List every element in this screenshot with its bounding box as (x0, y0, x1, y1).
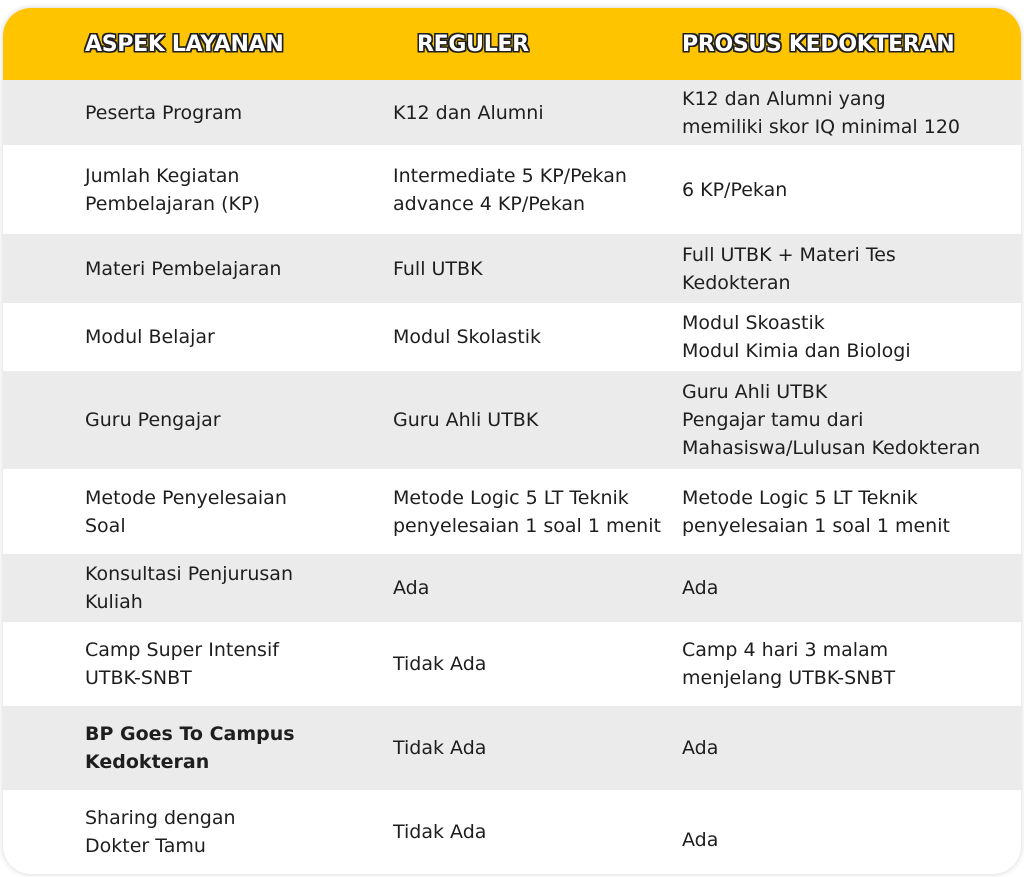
comparison-table (3, 8, 1021, 874)
row-aspek: Sharing dengan Dokter Tamu (85, 807, 236, 857)
row-prosus: Full UTBK + Materi Tes Kedokteran (682, 243, 896, 294)
table-row (3, 790, 1021, 874)
row-reguler: Tidak Ada (393, 821, 487, 843)
table-row (3, 80, 1021, 145)
row-aspek: Jumlah Kegiatan Pembelajaran (KP) (85, 164, 260, 215)
row-aspek: Peserta Program (85, 101, 243, 124)
row-prosus: Ada (682, 577, 719, 599)
header-aspek-layanan: ASPEK LAYANAN (85, 31, 284, 57)
row-reguler: Modul Skolastik (393, 326, 542, 348)
row-reguler: Metode Logic 5 LT Teknik penyelesaian 1 soal 1 menit (393, 486, 661, 537)
table-row (3, 706, 1021, 790)
row-aspek: Konsultasi Penjurusan Kuliah (85, 563, 293, 613)
table-row (3, 469, 1021, 554)
row-prosus: Camp 4 hari 3 malam menjelang UTBK-SNBT (682, 639, 896, 689)
table-row (3, 234, 1021, 303)
row-reguler: Ada (393, 577, 430, 599)
table-row (3, 371, 1021, 469)
row-reguler: Tidak Ada (393, 737, 487, 759)
row-aspek: Modul Belajar (85, 326, 215, 348)
row-prosus: Ada (682, 737, 719, 759)
table-header (3, 8, 1021, 80)
row-reguler: K12 dan Alumni (393, 101, 544, 124)
row-reguler: Intermediate 5 KP/Pekan advance 4 KP/Pekan (393, 164, 627, 215)
row-aspek: Metode Penyelesaian Soal (85, 486, 287, 537)
row-prosus: Ada (682, 829, 719, 851)
row-aspek: Camp Super Intensif UTBK-SNBT (85, 639, 279, 689)
row-aspek: Materi Pembelajaran (85, 257, 282, 280)
table-row (3, 622, 1021, 706)
header-prosus-kedokteran: PROSUS KEDOKTERAN (682, 31, 955, 57)
row-prosus: Modul Skoastik Modul Kimia dan Biologi (682, 312, 911, 362)
header-reguler: REGULER (417, 31, 529, 57)
row-prosus: 6 KP/Pekan (682, 178, 788, 201)
table-row (3, 145, 1021, 234)
row-reguler: Full UTBK (393, 257, 483, 280)
table-row (3, 303, 1021, 371)
row-reguler: Tidak Ada (393, 653, 487, 675)
row-aspek: BP Goes To Campus Kedokteran (85, 723, 295, 773)
row-aspek: Guru Pengajar (85, 409, 221, 431)
table-row (3, 554, 1021, 622)
row-prosus: K12 dan Alumni yang memiliki skor IQ minimal 120 (682, 87, 961, 138)
row-prosus: Guru Ahli UTBK Pengajar tamu dari Mahasiswa/Lulusan Kedokteran (682, 381, 981, 459)
row-reguler: Guru Ahli UTBK (393, 409, 539, 431)
row-prosus: Metode Logic 5 LT Teknik penyelesaian 1 soal 1 menit (682, 486, 950, 537)
